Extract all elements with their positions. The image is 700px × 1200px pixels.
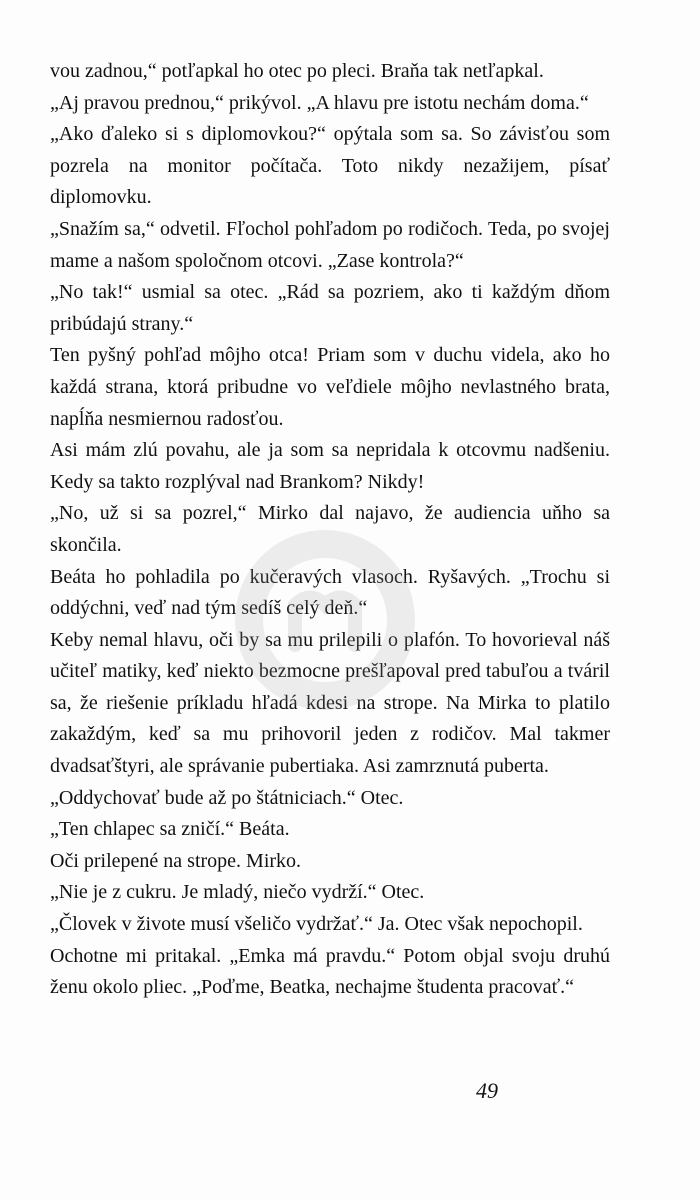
- page-number: 49: [476, 1078, 498, 1103]
- paragraph: „Snažím sa,“ odvetil. Fľochol pohľadom po rodičoch. Teda, po svojej mame a našom spoločnom otcovi. „Zase kontrola?“: [50, 217, 610, 272]
- paragraph: Oči prilepené na strope. Mirko.: [50, 849, 302, 872]
- paragraph: „Ako ďaleko si s diplomovkou?“ opýtala som sa. So závisťou som pozrela na monitor počítača. Toto nikdy nezažijem, písať diplomovku.: [50, 123, 610, 209]
- body-text: [50, 56, 610, 1004]
- paragraph: „Ten chlapec sa zničí.“ Beáta.: [50, 818, 290, 841]
- paragraph: Ten pyšný pohľad môjho otca! Priam som v duchu videla, ako ho každá strana, ktorá pribudne vo veľdiele môjho nevlastného brata, napĺňa nesmiernou radosťou.: [50, 344, 610, 430]
- paragraph: Beáta ho pohladila po kučeravých vlasoch. Ryšavých. „Trochu si oddýchni, veď nad tým sedíš celý deň.“: [50, 565, 610, 620]
- paragraph: vou zadnou,“ potľapkal ho otec po pleci. Braňa tak netľapkal.: [50, 60, 544, 82]
- paragraph: „Človek v živote musí všeličo vydržať.“ Ja. Otec však nepochopil.: [50, 913, 583, 936]
- paragraph: Keby nemal hlavu, oči by sa mu prilepili o plafón. To hovorieval náš učiteľ matiky, keď niekto bezmocne prešľapoval pred tabuľou a tváril sa, že riešenie príkladu hľadá kdesi na strope. Na Mirka to platilo zakaždým, keď sa mu prihovoril jeden z rodičov. Mal takmer dvadsaťštyri, ale správanie pubertiaka. Asi zamrznutá puberta.: [50, 628, 610, 778]
- paragraph: Asi mám zlú povahu, ale ja som sa nepridala k otcovmu nadšeniu. Kedy sa takto rozplýval nad Brankom? Nikdy!: [50, 439, 610, 493]
- paragraph: „No, už si sa pozrel,“ Mirko dal najavo, že audiencia uňho sa skončila.: [50, 502, 610, 556]
- paragraph: „No tak!“ usmial sa otec. „Rád sa pozriem, ako ti každým dňom pribúdajú strany.“: [50, 281, 610, 335]
- paragraph: „Aj pravou prednou,“ prikývol. „A hlavu pre istotu nechám doma.“: [50, 91, 589, 114]
- paragraph: „Oddychovať bude až po štátniciach.“ Otec.: [50, 786, 404, 809]
- paragraph: „Nie je z cukru. Je mladý, niečo vydrží.“ Otec.: [50, 881, 425, 904]
- paragraph: Ochotne mi pritakal. „Emka má pravdu.“ Potom objal svoju druhú ženu okolo pliec. „Poďme, Beatka, nechajme študenta pracovať.“: [50, 944, 610, 999]
